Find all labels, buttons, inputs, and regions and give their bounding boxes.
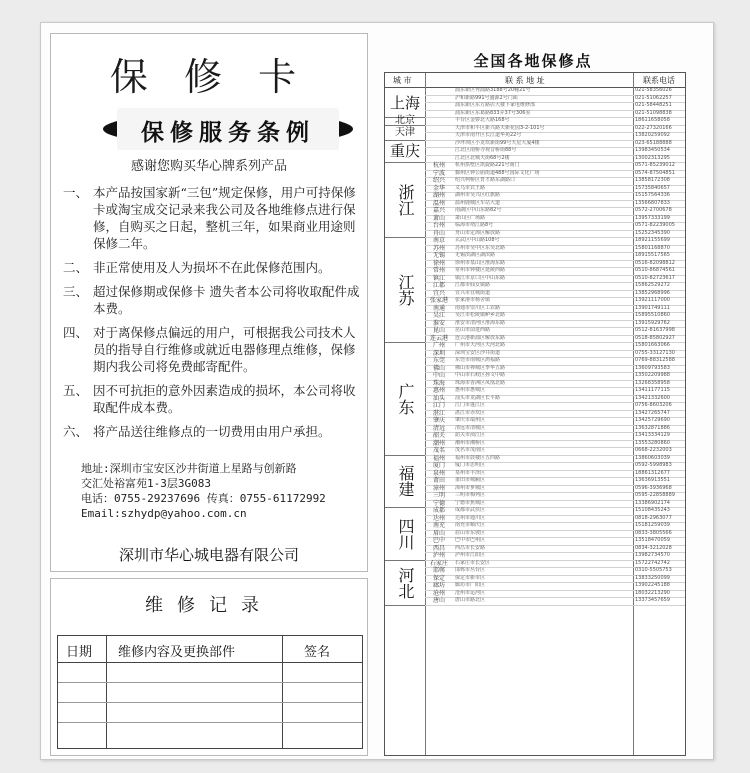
service-point-phone: 15722742742 [635, 559, 670, 566]
record-row-line [58, 722, 362, 723]
service-point-address: 镇江市京口区中山东路 [455, 274, 506, 281]
service-point-phone: 0769-88312588 [635, 357, 675, 363]
service-point-city: 保定 [432, 574, 445, 582]
banner-text: 保修服务条例 [141, 119, 315, 146]
service-point-address: 成都市武侯区 [455, 507, 486, 513]
service-point-city: 巴中 [432, 537, 445, 544]
service-points-title: 全国各地保修点 [473, 52, 593, 70]
term-item [63, 283, 363, 317]
service-point-phone: 15108435243 [635, 507, 670, 513]
service-point-phone: 13820259092 [635, 132, 670, 138]
service-point-phone: 13915929762 [635, 319, 670, 326]
service-point-phone: 18861312677 [635, 469, 670, 476]
service-point-city: 吴江 [432, 312, 445, 319]
service-point-address: 湖州市吴兴区红旗路 [455, 192, 501, 198]
service-point-address: 天津市和平区新兴路天新花园3-2-101号 [455, 124, 545, 131]
col-content: 维修内容及更换部件 [118, 645, 236, 660]
service-point-city: 南通 [432, 304, 445, 312]
service-point-city: 肇庆 [432, 417, 445, 424]
col-sign: 签名 [304, 645, 331, 660]
service-point-city: 清远 [432, 424, 445, 432]
service-point-address: 肇庆市端州区 [455, 417, 486, 423]
warranty-card [50, 33, 368, 572]
service-point-address: 沪和新路991号盛源2号门面 [455, 94, 518, 101]
service-point-address: 中山市石岐区孙文中路 [455, 372, 506, 378]
service-point-city: 江都 [432, 282, 445, 289]
service-point-city: 淮安 [432, 319, 445, 327]
term-number: 一、 [63, 185, 89, 200]
service-point-address: 宁德市蕉城区 [455, 499, 486, 506]
service-point-address: 潮州市湘桥区 [455, 439, 486, 446]
service-point-address: 西昌市长安路 [455, 544, 486, 551]
service-point-address: 汕头市龙湖区长平路 [455, 394, 501, 401]
service-point-address: 福州市鼓楼区五四路 [455, 454, 501, 461]
service-point-city: 苏州 [432, 244, 445, 252]
service-point-address: 宜兴市宜城街道 [455, 289, 491, 296]
service-point-city: 沧州 [432, 589, 445, 597]
service-point-city: 南充 [432, 522, 445, 529]
service-point-phone: 15862529272 [635, 282, 670, 288]
thanks-text: 感谢您购买华心牌系列产品 [130, 159, 287, 174]
service-point-phone: 13386902174 [635, 499, 670, 506]
service-point-address: 泉州市丰泽区 [455, 469, 486, 476]
phone-fax: 电话：0755-29237696 传真：0755-61172992 [81, 492, 326, 505]
company-name: 深圳市华心城电器有限公司 [118, 546, 299, 564]
service-point-address: 苏州市吴中区东吴北路 [455, 244, 506, 251]
service-point-phone: 0595-22858889 [635, 492, 675, 498]
service-point-phone: 0592-5998983 [635, 462, 672, 468]
address-line-1: 地址:深圳市宝安区沙井街道上星路与创新路 [81, 462, 297, 475]
service-point-phone: 18921155699 [635, 237, 670, 243]
service-point-city: 廊坊 [432, 582, 445, 589]
col-address: 联 系 地 址 [505, 76, 545, 85]
service-point-city: 宁波 [432, 169, 445, 177]
service-point-city: 泉州 [432, 469, 445, 477]
service-point-row [425, 598, 685, 606]
service-point-phone: 13858172308 [635, 177, 670, 183]
record-row-line [58, 682, 362, 683]
service-point-address: 江都市仙女镇路 [455, 282, 491, 288]
service-point-phone: 0574-87504851 [635, 169, 675, 176]
service-point-phone: 13002313295 [635, 154, 670, 161]
service-point-city: 石家庄 [429, 559, 448, 567]
service-point-phone: 18915517565 [635, 252, 670, 258]
term-item [63, 259, 363, 276]
service-point-phone: 0818-2963077 [635, 514, 672, 521]
service-point-address: 韶关市浈江区 [455, 432, 486, 438]
term-number: 五、 [63, 383, 89, 398]
service-point-address: 杭州拱墅区凯旋路221号南门 [455, 162, 520, 168]
service-point-city: 深圳 [432, 349, 445, 357]
service-point-address: 南湖区中山东路82号 [455, 207, 502, 213]
service-point-phone: 0516-82098812 [635, 259, 675, 266]
service-point-address: 湛江市赤坎区 [455, 409, 486, 416]
service-point-phone: 13268358958 [635, 379, 670, 386]
service-point-address: 浦东新区东葛路833弄37号306室 [455, 109, 531, 116]
service-point-city: 湖州 [432, 192, 445, 199]
service-point-city: 莆田 [432, 477, 445, 484]
service-point-phone: 13902245188 [635, 582, 670, 588]
service-point-address: 常州市钟楼区延陵西路 [455, 267, 506, 273]
service-point-city: 金华 [432, 184, 445, 192]
service-point-phone: 13983450534 [635, 147, 670, 153]
service-point-address: 沧州市运河区 [455, 589, 486, 596]
service-point-phone: 13427265747 [635, 409, 670, 416]
record-header [58, 636, 362, 663]
term-item [63, 324, 363, 375]
service-point-phone: 0510-86874561 [635, 267, 675, 273]
service-point-city: 无锡 [432, 252, 445, 259]
terms-list [63, 184, 363, 447]
repair-record [50, 578, 368, 756]
service-point-phone: 18611658058 [635, 117, 670, 123]
service-point-city: 三明 [432, 492, 445, 499]
service-point-address: 连云港新浦区解放东路 [455, 334, 506, 341]
service-point-city: 福州 [432, 454, 445, 462]
col-phone: 联系电话 [643, 76, 675, 85]
service-point-city: 萧山 [432, 214, 445, 222]
service-point-phone: 13901749111 [635, 304, 670, 311]
service-point-phone: 0512-81637998 [635, 327, 675, 333]
service-point-city: 邯郸 [432, 567, 445, 574]
service-point-phone: 15181259039 [635, 522, 670, 528]
service-point-phone: 13921117000 [635, 297, 670, 303]
service-point-address: 绍兴柯桥区育才路东湖路口 [455, 177, 516, 183]
service-terms-banner [103, 108, 353, 150]
service-point-city: 珠海 [432, 379, 445, 387]
service-point-phone: 0668-2232003 [635, 447, 672, 453]
record-row-line [58, 702, 362, 703]
service-point-city: 台州 [432, 222, 445, 229]
service-point-phone: 0756-8603206 [635, 402, 672, 408]
service-point-city: 杭州 [432, 162, 445, 169]
service-point-phone: 15252345390 [635, 229, 670, 236]
province-label: 重庆 [385, 141, 425, 164]
service-point-phone: 13425729690 [635, 417, 670, 423]
service-point-address: 萧山区广场路 [455, 214, 486, 221]
record-title: 维修记录 [145, 595, 273, 616]
service-point-phone: 13609793583 [635, 364, 670, 371]
service-point-city: 达州 [432, 514, 445, 522]
service-point-city: 南京 [432, 237, 445, 244]
term-number: 四、 [63, 325, 89, 340]
service-point-city: 徐州 [432, 259, 445, 267]
service-point-address: 茂名市茂南区 [455, 447, 486, 453]
service-point-phone: 021-58356026 [635, 87, 672, 93]
service-point-address: 丰台区金锣北大路168号 [455, 117, 510, 123]
service-point-city: 汕头 [432, 394, 445, 402]
service-point-city: 温州 [432, 199, 445, 207]
service-point-phone: 13982734570 [635, 552, 670, 558]
service-point-address: 鄞州区钟公庙街道488号国际文化广场 [455, 169, 540, 176]
service-point-city: 广州 [432, 342, 445, 349]
record-divider [106, 636, 107, 748]
service-point-address: 无锡滨湖区湖滨路 [455, 252, 496, 258]
service-point-address: 玄武区中山路108号 [455, 237, 500, 243]
service-point-phone: 18032213290 [635, 589, 670, 596]
service-point-phone: 13957333199 [635, 214, 670, 221]
service-point-phone: 13421332600 [635, 394, 670, 401]
service-point-address: 莆田市城厢区 [455, 477, 486, 483]
province-label: 天津 [385, 126, 425, 141]
service-point-phone: 022-27320166 [635, 124, 672, 131]
service-point-phone: 15801663066 [635, 342, 670, 348]
service-point-city: 湛江 [432, 409, 445, 417]
service-point-phone: 13502209988 [635, 372, 670, 378]
service-point-address: 淮安市清河区淮海东路 [455, 319, 506, 326]
email: Email:szhydp@yahoo.com.cn [81, 507, 247, 520]
col-city: 城 市 [393, 76, 412, 85]
service-point-address: 珠海市香洲区凤凰北路 [455, 379, 506, 386]
service-point-city: 韶关 [432, 432, 445, 439]
term-text: 因不可抗拒的意外因素造成的损坏，本公司将收取配件成本费。 [93, 383, 356, 415]
service-point-city: 惠州 [432, 387, 445, 394]
province-label: 福建 [385, 456, 425, 509]
service-point-address: 厦门市思明区 [455, 462, 486, 468]
service-point-city: 宁德 [432, 499, 445, 507]
service-point-phone: 0571-82239005 [635, 222, 675, 228]
service-point-phone: 0510-82723617 [635, 274, 675, 281]
service-point-phone: 13636913551 [635, 477, 670, 483]
province-label: 广东 [385, 343, 425, 456]
service-point-phone: 13632871886 [635, 424, 670, 431]
service-point-phone: 13566807833 [635, 199, 670, 206]
term-text: 将产品送往维修点的一切费用由用户承担。 [93, 424, 331, 439]
service-point-city: 厦门 [432, 462, 445, 469]
service-point-phone: 13411177115 [635, 387, 670, 393]
province-label: 江苏 [385, 238, 425, 343]
service-point-phone: 0571-85239012 [635, 162, 675, 168]
service-point-city: 宜兴 [432, 289, 445, 297]
service-point-city: 中山 [432, 372, 445, 379]
contact-info [81, 461, 351, 521]
service-point-city: 常州 [432, 267, 445, 274]
province-label: 四川 [385, 508, 425, 561]
service-point-address: 三明市梅列区 [455, 492, 486, 498]
service-point-city: 佛山 [432, 364, 445, 372]
service-point-phone: 13518470059 [635, 537, 670, 543]
service-point-city: 镇江 [432, 274, 445, 282]
service-point-phone: 023-65188888 [635, 139, 672, 146]
province-label: 上海 [385, 88, 425, 118]
service-point-address: 昆山市前进西路 [455, 327, 491, 333]
service-point-address: 广州市天河区天河北路 [455, 342, 506, 348]
address-line-2: 交汇处裕富苑1-3层3G083 [81, 477, 211, 490]
term-number: 六、 [63, 424, 89, 439]
service-points-table [384, 72, 686, 756]
service-point-address: 佛山市禅城区季华五路 [455, 364, 506, 371]
term-text: 对于离保修点偏远的用户，可根据我公司技术人员的指导自行维修或就近电器修理点维修，保修期内我公司将免费邮寄配件。 [93, 325, 356, 374]
service-point-phone: 0518-85802927 [635, 334, 675, 341]
service-point-phone: 15895510860 [635, 312, 670, 318]
term-number: 三、 [63, 284, 89, 299]
service-point-address: 邯郸市丛台区 [455, 567, 486, 573]
service-point-city: 连云港 [429, 334, 448, 342]
service-point-phone: 13553280860 [635, 439, 670, 446]
term-text: 本产品按国家新“三包”规定保修，用户可持保修卡或淘宝成交记录来我公司及各地维修点进行保修，自购买之日起，整机三年，如果商业用途则保修二年。 [93, 185, 356, 251]
service-point-city: 张家港 [429, 297, 448, 304]
service-point-phone: 0572-2700678 [635, 207, 672, 213]
service-point-address: 江北区北城天街68号2楼 [455, 154, 510, 161]
service-point-address: 江门市蓬江区 [455, 402, 486, 408]
service-point-address: 临海市靖江路8号 [455, 222, 494, 228]
service-point-city: 东莞 [432, 357, 445, 364]
service-point-city: 绍兴 [432, 177, 445, 184]
term-text: 非正常使用及人为损坏不在此保修范围内。 [93, 260, 331, 275]
service-point-address: 浦东新区东方路店大楼下家电维修部 [455, 102, 536, 108]
record-divider [282, 636, 283, 748]
service-point-address: 江北区南桥寺观音桥街88号 [455, 147, 517, 153]
service-point-phone: 13413334129 [635, 432, 670, 438]
service-point-phone: 15735840657 [635, 184, 670, 191]
service-point-phone: 15157564336 [635, 192, 670, 198]
service-point-phone: 0310-5505753 [635, 567, 672, 573]
service-point-address: 舟山市定海区解放路 [455, 229, 501, 236]
service-point-address: 漳州市芗城区 [455, 484, 486, 491]
term-number: 二、 [63, 260, 89, 275]
record-table [57, 635, 363, 749]
service-point-phone: 0755-33127130 [635, 349, 675, 356]
term-item [63, 184, 363, 252]
service-point-address: 达州市通川区 [455, 514, 486, 521]
service-points-header [385, 73, 685, 88]
term-item [63, 382, 363, 416]
province-label: 北京 [385, 118, 425, 126]
card-title: 保 修 卡 [109, 55, 309, 99]
service-point-city: 舟山 [432, 229, 445, 237]
service-point-phone: 0833-3805566 [635, 529, 672, 536]
service-point-address: 巴中市巴州区 [455, 537, 486, 543]
service-point-address: 天津市南开区长江道华苑22号 [455, 132, 522, 138]
province-label: 浙江 [385, 163, 425, 238]
service-point-address: 南通市崇川区工农路 [455, 304, 501, 311]
service-point-phone: 0834-3212028 [635, 544, 672, 551]
service-point-city: 泸州 [432, 552, 445, 559]
term-item [63, 423, 363, 440]
service-point-city: 昆山 [432, 327, 445, 334]
service-point-phone: 021-58448251 [635, 102, 672, 108]
service-point-address: 石家庄市长安区 [455, 559, 491, 566]
service-point-city: 眉山 [432, 529, 445, 537]
service-point-address: 深圳宝安区沙井街道 [455, 349, 501, 356]
service-point-address: 徐州市泉山区淮海东路 [455, 259, 506, 266]
service-point-address: 泸州市江阳区 [455, 552, 486, 558]
service-point-address: 唐山市路北区 [455, 597, 486, 603]
service-point-address: 惠州市惠城区 [455, 387, 486, 393]
service-point-phone: 021-51098838 [635, 109, 672, 116]
service-point-phone: 13860603039 [635, 454, 670, 461]
col-date: 日期 [66, 645, 93, 660]
service-point-city: 茂名 [432, 447, 445, 454]
service-point-address: 浦东新区秀浦路3188号20幢21号 [455, 87, 531, 93]
service-point-address: 南充市顺庆区 [455, 522, 486, 528]
service-point-phone: 0596-3936968 [635, 484, 672, 491]
service-point-city: 成都 [432, 507, 445, 514]
service-point-address: 温州鹿城区车站大道 [455, 199, 501, 206]
service-point-address: 义乌市宾王路 [455, 184, 486, 191]
province-label: 河北 [385, 561, 425, 606]
service-point-city: 唐山 [432, 597, 445, 604]
service-point-phone: 021-51062257 [635, 94, 672, 101]
term-text: 超过保修期或保修卡 遗失者本公司将收取配件成本费。 [93, 284, 360, 316]
service-point-city: 嘉兴 [432, 207, 445, 214]
service-point-city: 潮州 [432, 439, 445, 447]
service-point-address: 张家港市杨舍镇 [455, 297, 491, 303]
service-point-city: 江门 [432, 402, 445, 409]
service-point-phone: 13373457659 [635, 597, 670, 603]
service-point-address: 眉山市东坡区 [455, 529, 486, 536]
service-point-address: 吴江市松陵镇鲈乡北路 [455, 312, 506, 318]
service-point-address: 东莞市南城区鸿福路 [455, 357, 501, 363]
service-point-address: 廊坊市广阳区 [455, 582, 486, 588]
service-point-phone: 15801168870 [635, 244, 670, 251]
service-point-city: 西昌 [432, 544, 445, 552]
service-point-phone: 13852968996 [635, 289, 670, 296]
service-point-address: 保定市新市区 [455, 574, 486, 581]
service-point-address: 沙坪坝区小龙坎新街99号天星大厦4楼 [455, 139, 540, 146]
service-point-city: 漳州 [432, 484, 445, 492]
service-point-address: 清远市清城区 [455, 424, 486, 431]
service-point-phone: 13833250099 [635, 574, 670, 581]
